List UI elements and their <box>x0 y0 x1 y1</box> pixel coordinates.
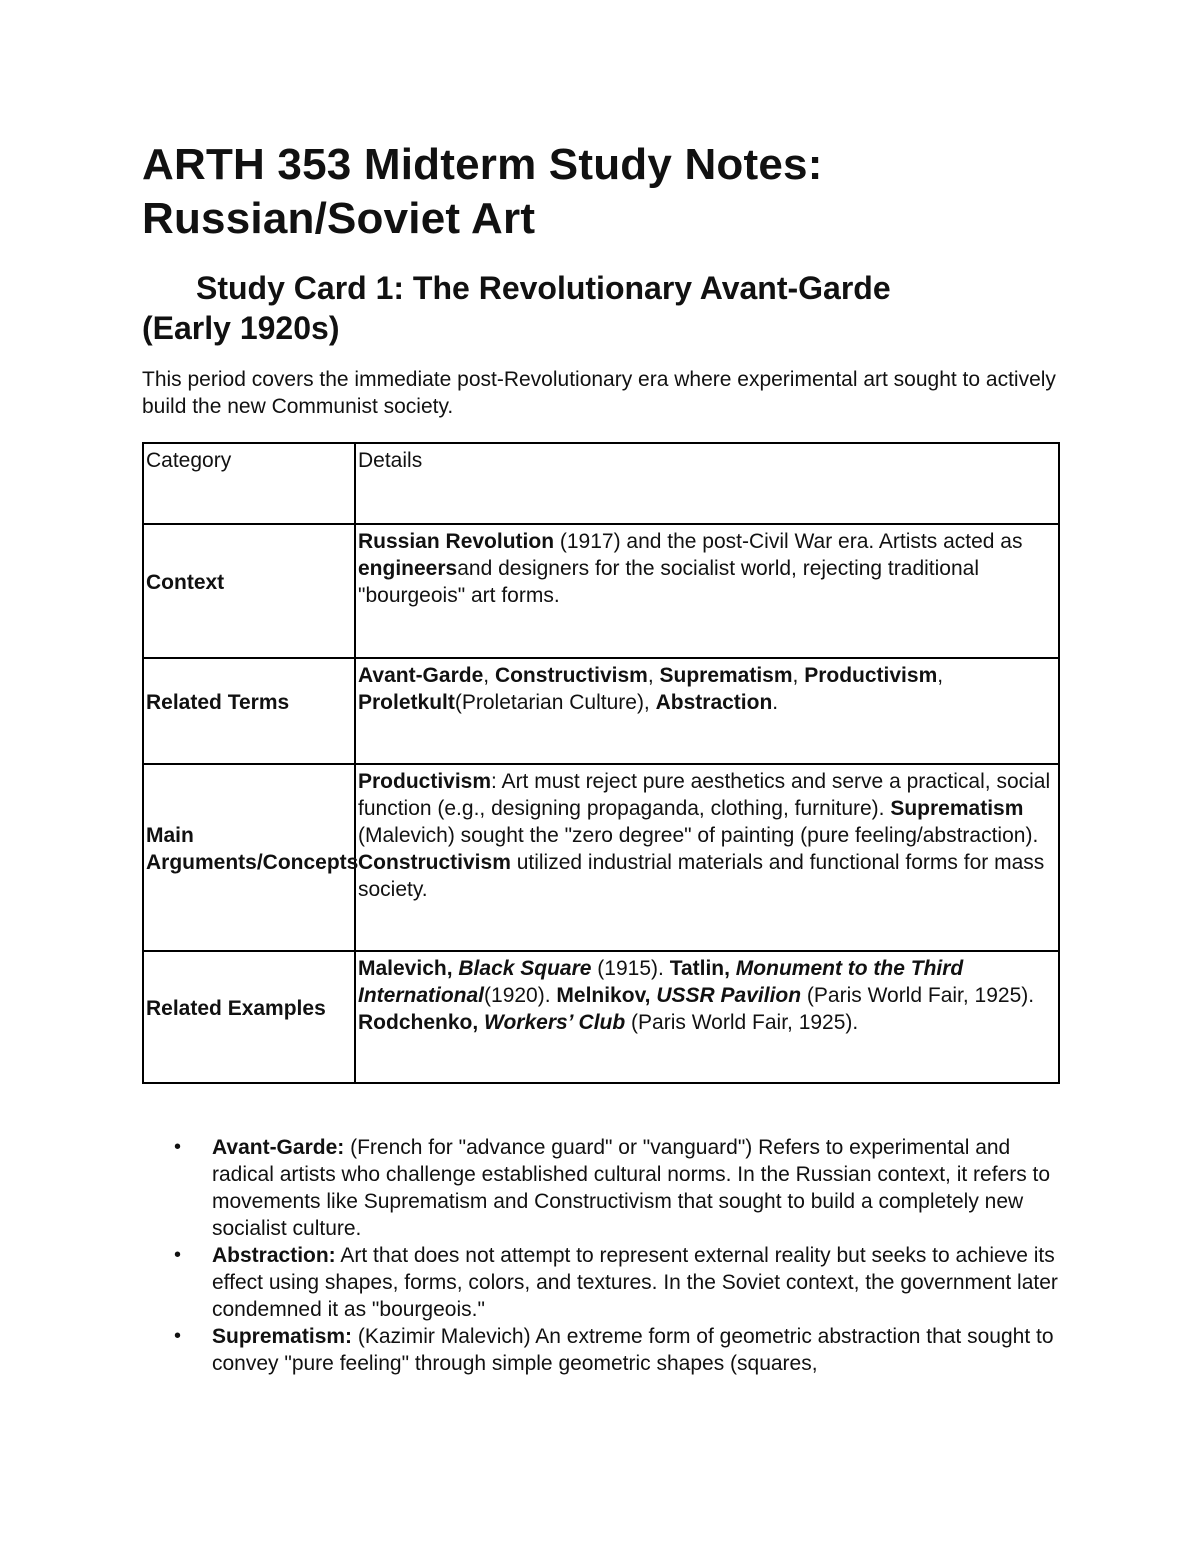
details-text-run: Avant-Garde <box>358 664 484 687</box>
details-text-run: (1920). <box>484 984 557 1007</box>
details-text-run: Proletkult <box>358 691 455 714</box>
details-text-run: : Art must reject pure aesthetics and serve a practical, social function (e.g., designing propaganda, clothing, furniture). <box>358 770 1051 820</box>
details-text-run: (Paris World Fair, 1925). <box>801 984 1035 1007</box>
details-text-run: and designers for the socialist world, rejecting traditional "bourgeois" art forms. <box>358 557 979 607</box>
study-card-heading <box>142 268 1060 348</box>
table-row <box>143 764 1059 951</box>
details-text-run: Melnikov, <box>556 984 657 1007</box>
details-text-run: Constructivism <box>358 851 511 874</box>
table-row <box>143 951 1059 1083</box>
details-text-run: Abstraction <box>655 691 773 714</box>
card-title-line-2: (Early 1920s) <box>142 310 340 346</box>
document-page <box>142 138 1060 1377</box>
details-text-run: (1915). <box>591 957 670 980</box>
details-text-run: Suprematism <box>890 797 1024 820</box>
row-category: Context <box>146 571 225 594</box>
details-text-run: Black Square <box>458 957 592 980</box>
table-row <box>143 524 1059 658</box>
details-cell <box>355 951 1059 1083</box>
term-label: Suprematism: <box>212 1325 353 1348</box>
header-category-cell <box>143 443 355 524</box>
details-text-run: Tatlin, <box>669 957 736 980</box>
details-text-run: Rodchenko, <box>358 1011 485 1034</box>
row-category: Main Arguments/Concepts <box>146 824 359 874</box>
details-text-run: (Proletarian Culture), <box>454 691 656 714</box>
category-cell <box>143 951 355 1083</box>
title-line-2: Russian/Soviet Art <box>142 194 536 243</box>
category-cell <box>143 764 359 951</box>
details-text-run: Workers’ Club <box>484 1011 626 1034</box>
details-text-run: (Paris World Fair, 1925). <box>625 1011 859 1034</box>
category-cell <box>143 524 355 658</box>
details-text-run: Productivism <box>804 664 938 687</box>
details-text-run: Suprematism <box>659 664 793 687</box>
intro-paragraph: This period covers the immediate post-Revolutionary era where experimental art sought to actively build the new Communist society. <box>142 368 1056 418</box>
details-text-run: , <box>937 664 944 687</box>
details-text-run: . <box>772 691 779 714</box>
details-text-run: , <box>647 664 660 687</box>
details-text-run: (Malevich) sought the "zero degree" of painting (pure feeling/abstraction). <box>358 824 1039 847</box>
document-title <box>142 138 1060 246</box>
details-cell <box>355 524 1059 658</box>
details-text-run: , <box>792 664 805 687</box>
term-definition: (French for "advance guard" or "vanguard") Refers to experimental and radical artists who challenge established cultural norms. In the Russian context, it refers to movements like Suprematism and Constructivism that sought to build a completely new socialist culture. <box>212 1136 1051 1240</box>
card-title-line-1: Study Card 1: The Revolutionary Avant-Garde <box>196 270 891 306</box>
details-text-run: USSR Pavilion <box>656 984 802 1007</box>
term-label: Abstraction: <box>212 1244 336 1267</box>
list-item <box>212 1242 1060 1323</box>
details-cell <box>355 764 1059 951</box>
details-cell <box>355 658 1059 764</box>
details-text-run: (1917) and the post-Civil War era. Artists acted as <box>554 530 1023 553</box>
term-label: Avant-Garde: <box>212 1136 345 1159</box>
row-category: Related Terms <box>146 691 290 714</box>
table-header-row <box>143 443 1059 524</box>
details-text-run: , <box>483 664 495 687</box>
list-item <box>212 1134 1060 1242</box>
header-details-cell <box>355 443 1059 524</box>
title-line-1: ARTH 353 Midterm Study Notes: <box>142 140 823 189</box>
category-cell <box>143 658 355 764</box>
details-text-run: Productivism <box>358 770 492 793</box>
header-details: Details <box>358 449 423 472</box>
row-category: Related Examples <box>146 997 326 1020</box>
terms-list <box>142 1134 1060 1377</box>
details-text-run: Malevich, <box>358 957 459 980</box>
details-text-run: Russian Revolution <box>358 530 555 553</box>
details-text-run: utilized industrial materials and functional forms for mass society. <box>358 851 1045 901</box>
header-category: Category <box>146 449 232 472</box>
list-item <box>212 1323 1060 1377</box>
details-text-run: engineers <box>358 557 458 580</box>
details-text-run: Monument to the Third International <box>358 957 964 1007</box>
term-definition: Art that does not attempt to represent external reality but seeks to achieve its effect using shapes, forms, colors, and textures. In the Soviet context, the government later condemned it as "bourgeois." <box>212 1244 1058 1321</box>
study-card-table <box>142 442 1060 1084</box>
term-definition: (Kazimir Malevich) An extreme form of geometric abstraction that sought to convey "pure feeling" through simple geometric shapes (squares, <box>212 1325 1054 1375</box>
details-text-run: Constructivism <box>494 664 648 687</box>
table-row <box>143 658 1059 764</box>
